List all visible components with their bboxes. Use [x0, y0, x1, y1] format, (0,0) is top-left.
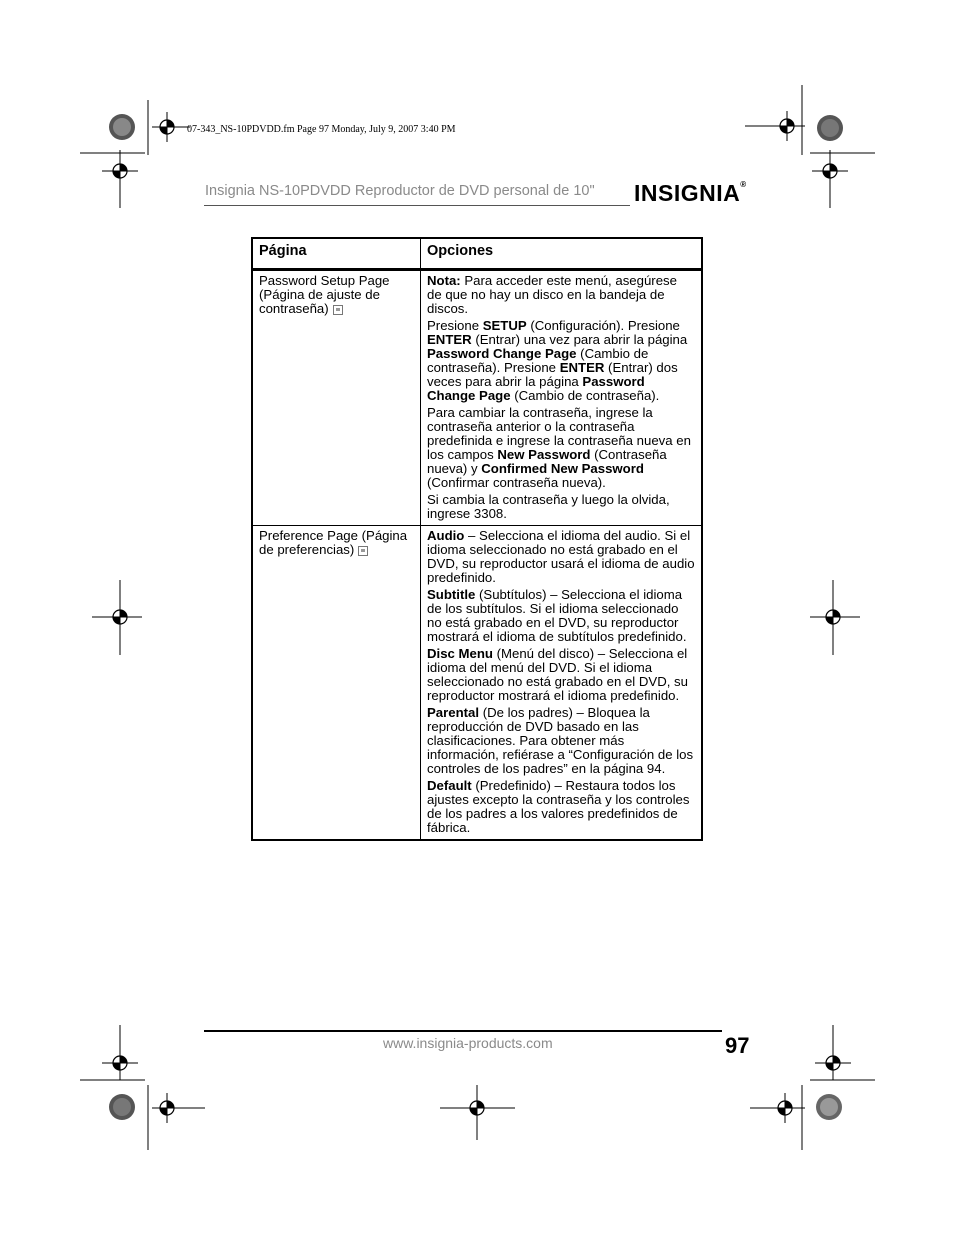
option-text: (Cambio de contraseña).: [510, 388, 660, 403]
option-text: (De los padres) – Bloquea la reproducción de DVD basado en las clasificaciones. Para obtener más información, refiérase a “Configuración de los controles de los padres” en la página 94.: [427, 705, 694, 776]
page-cell: [252, 526, 421, 841]
option-term: Audio: [427, 528, 465, 543]
option-text: Presione: [427, 318, 483, 333]
lock-icon: [333, 305, 343, 315]
registration-mark-left-middle: [92, 580, 152, 655]
option-term: SETUP: [482, 318, 527, 333]
option-paragraph: [427, 319, 695, 403]
option-paragraph: [427, 706, 695, 776]
column-header-page: Página: [252, 238, 421, 270]
registration-mark-bottom-left: [80, 1025, 210, 1155]
option-paragraph: [427, 529, 695, 585]
page-cell: [252, 270, 421, 526]
header-title: Insignia NS-10PDVDD Reproductor de DVD personal de 10": [205, 183, 595, 199]
registration-mark-right-upper: [800, 150, 880, 210]
option-term: Disc Menu: [427, 646, 493, 661]
option-term: ENTER: [559, 360, 605, 375]
option-paragraph: [427, 493, 695, 521]
page-number: 97: [725, 1033, 750, 1058]
option-text: Para acceder este menú, asegúrese de que no hay un disco en la bandeja de discos.: [427, 273, 677, 316]
table-row: [252, 526, 702, 841]
options-cell: [421, 270, 703, 526]
table-row: [252, 270, 702, 526]
option-text: – Selecciona el idioma del audio. Si el idioma seleccionado no está grabado en el DVD, su reproductor usará el idioma de audio predefinido.: [427, 528, 695, 585]
option-term: Subtitle: [427, 587, 476, 602]
preferences-icon: [358, 546, 368, 556]
option-text: (Contraseña nueva) y: [427, 447, 667, 476]
option-text: (Subtítulos) – Selecciona el idioma de los subtítulos. Si el idioma seleccionado no está grabado en el DVD, su reproductor mostrará el idioma de subtítulos predefinido.: [427, 587, 687, 644]
brand-registered-mark: ®: [740, 180, 747, 189]
option-paragraph: [427, 647, 695, 703]
option-text: (Predefinido) – Restaura todos los ajustes excepto la contraseña y los controles de los padres a los valores predefinidos de fábrica.: [427, 778, 690, 835]
option-term: Password Change Page: [427, 374, 645, 403]
option-paragraph: [427, 406, 695, 490]
option-text: (Cambio de contraseña). Presione: [427, 346, 649, 375]
option-text: Si cambia la contraseña y luego la olvida, ingrese 3308.: [427, 492, 670, 521]
option-text: (Configuración). Presione: [526, 318, 680, 333]
option-term: Confirmed New Password: [481, 461, 644, 476]
file-slug: 07-343_NS-10PDVDD.fm Page 97 Monday, July 9, 2007 3:40 PM: [187, 124, 456, 135]
option-term: New Password: [497, 447, 591, 462]
option-term: Nota:: [427, 273, 461, 288]
registration-mark-bottom-right: [745, 1025, 875, 1155]
brand-logo: [634, 180, 747, 207]
page-name: Preference Page (Página de preferencias): [259, 528, 408, 557]
option-term: ENTER: [427, 332, 472, 347]
option-text: (Entrar) dos veces para abrir la página: [427, 360, 678, 389]
footer-url: www.insignia-products.com: [383, 1035, 553, 1051]
option-term: Default: [427, 778, 472, 793]
option-text: Para cambiar la contraseña, ingrese la contraseña anterior o la contraseña predefinida e ingrese la contraseña nueva en los campos: [427, 405, 691, 462]
table-header-row: [252, 238, 702, 270]
footer-divider: [204, 1030, 722, 1032]
option-paragraph: [427, 274, 695, 316]
registration-mark-bottom-center: [440, 1085, 515, 1140]
header-divider: [204, 205, 630, 206]
option-paragraph: [427, 779, 695, 835]
page-name: Password Setup Page (Página de ajuste de contraseña): [259, 273, 390, 316]
option-term: Password Change Page: [427, 346, 577, 361]
registration-mark-right-middle: [805, 580, 865, 655]
column-header-options: Opciones: [421, 238, 703, 270]
option-paragraph: [427, 588, 695, 644]
option-text: (Entrar) una vez para abrir la página: [471, 332, 688, 347]
options-cell: [421, 526, 703, 841]
option-text: (Confirmar contraseña nueva).: [427, 475, 606, 490]
brand-name: INSIGNIA: [634, 180, 741, 206]
option-text: (Menú del disco) – Selecciona el idioma del menú del DVD. Si el idioma seleccionado no está grabado en el DVD, su reproductor mostrará el idioma predefinido.: [427, 646, 688, 703]
registration-mark-left-upper: [80, 150, 150, 210]
option-term: Parental: [427, 705, 480, 720]
options-table: [251, 237, 703, 841]
